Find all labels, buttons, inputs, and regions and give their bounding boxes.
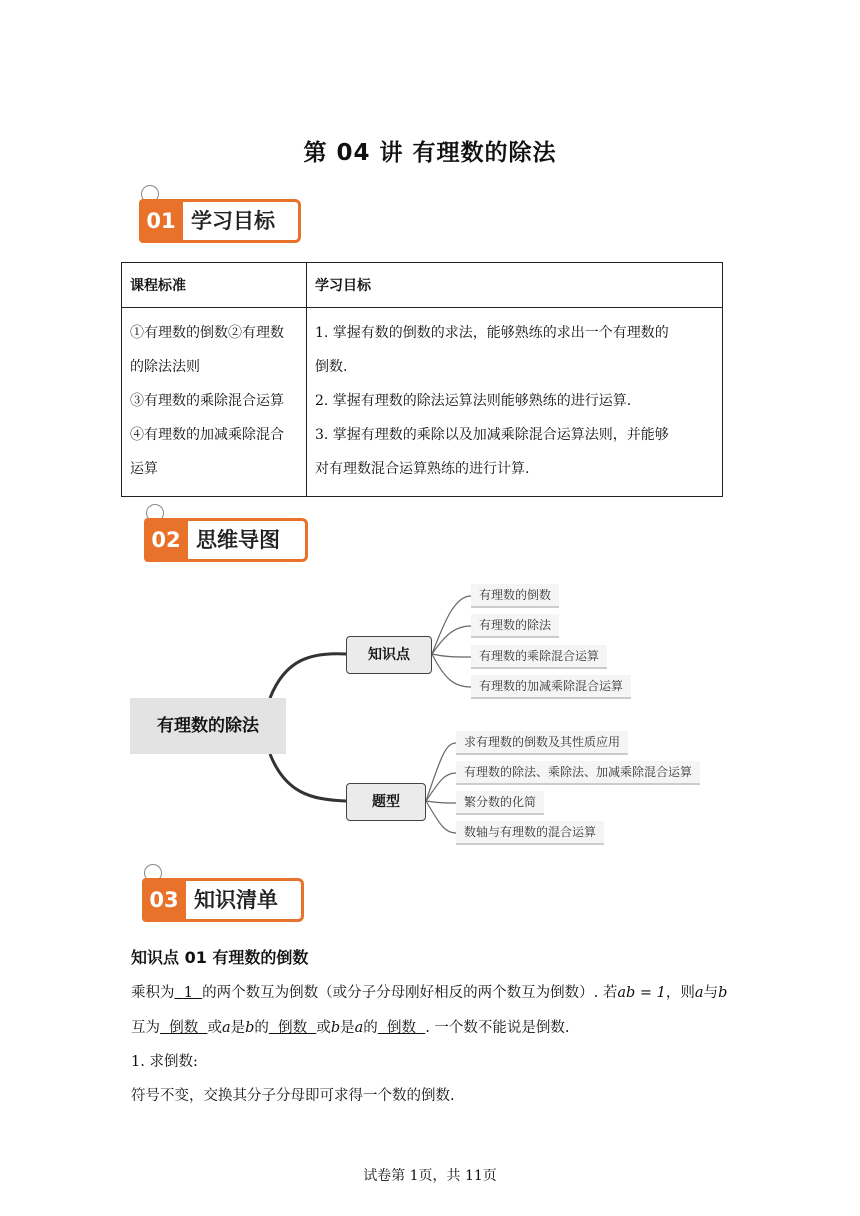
standard-line: 的除法法则 (130, 359, 200, 375)
answer-blank: 倒数 (278, 1020, 308, 1036)
knowledge-item-1-description: 符号不变，交换其分子分母即可求得一个数的倒数. (131, 1088, 455, 1104)
section-badge-goals (139, 199, 301, 243)
equation: ab = 1 (617, 985, 666, 1001)
section-badge-mindmap (144, 518, 308, 562)
answer-blank: 倒数 (169, 1020, 199, 1036)
mindmap-leaf: 有理数的乘除混合运算 (471, 645, 607, 669)
section-badge-knowledge (142, 878, 304, 922)
knowledge-paragraph-2: 互为 倒数 或a是b的 倒数 或b是a的 倒数 . 一个数不能说是倒数. (131, 1020, 570, 1036)
mindmap-branch-question-types: 题型 (346, 783, 426, 821)
section-label: 学习目标 (191, 209, 275, 233)
goal-line: 对有理数混合运算熟练的进行计算. (315, 461, 530, 477)
mindmap-leaf: 有理数的加减乘除混合运算 (471, 675, 631, 699)
mindmap-leaf: 数轴与有理数的混合运算 (456, 821, 604, 845)
mindmap-root: 有理数的除法 (130, 698, 286, 754)
mindmap-leaf: 求有理数的倒数及其性质应用 (456, 731, 628, 755)
section-label: 知识清单 (194, 888, 278, 912)
knowledge-paragraph-1: 乘积为 1 的两个数互为倒数（或分子分母刚好相反的两个数互为倒数）. 若ab = 1，则a与b (131, 985, 728, 1001)
section-number: 03 (149, 888, 179, 912)
section-number: 01 (146, 209, 176, 233)
mindmap-branch-knowledge: 知识点 (346, 636, 432, 674)
knowledge-point-title: 知识点 01 有理数的倒数 (131, 948, 309, 967)
goal-line: 1. 掌握有数的倒数的求法，能够熟练的求出一个有理数的 (315, 325, 669, 341)
standard-line: ③有理数的乘除混合运算 (130, 393, 284, 409)
goal-line: 3. 掌握有理数的乘除以及加减乘除混合运算法则，并能够 (315, 427, 669, 443)
mindmap-leaf: 有理数的除法、乘除法、加减乘除混合运算 (456, 761, 700, 785)
goals-cell (307, 308, 723, 497)
mindmap-leaf: 有理数的倒数 (471, 584, 559, 608)
goal-line: 倒数. (315, 359, 348, 375)
section-number: 02 (151, 528, 181, 552)
goals-table (121, 262, 723, 497)
table-header-goals: 学习目标 (307, 263, 723, 308)
page-footer: 试卷第 1页，共 11页 (363, 1168, 497, 1184)
standard-line: 运算 (130, 461, 158, 477)
page-title: 第 04 讲 有理数的除法 (303, 140, 557, 166)
answer-blank: 倒数 (387, 1020, 416, 1036)
goal-line: 2. 掌握有理数的除法运算法则能够熟练的进行运算. (315, 393, 632, 409)
mindmap-leaf: 有理数的除法 (471, 614, 559, 638)
answer-blank: 1 (183, 985, 193, 1001)
section-label: 思维导图 (196, 528, 280, 552)
mindmap-connectors (0, 560, 860, 860)
standard-line: ④有理数的加减乘除混合 (130, 427, 284, 443)
standard-cell (122, 308, 307, 497)
mindmap-leaf: 繁分数的化简 (456, 791, 544, 815)
knowledge-item-1: 1. 求倒数: (131, 1054, 198, 1070)
standard-line: ①有理数的倒数②有理数 (130, 325, 284, 341)
table-header-standard: 课程标准 (122, 263, 307, 308)
